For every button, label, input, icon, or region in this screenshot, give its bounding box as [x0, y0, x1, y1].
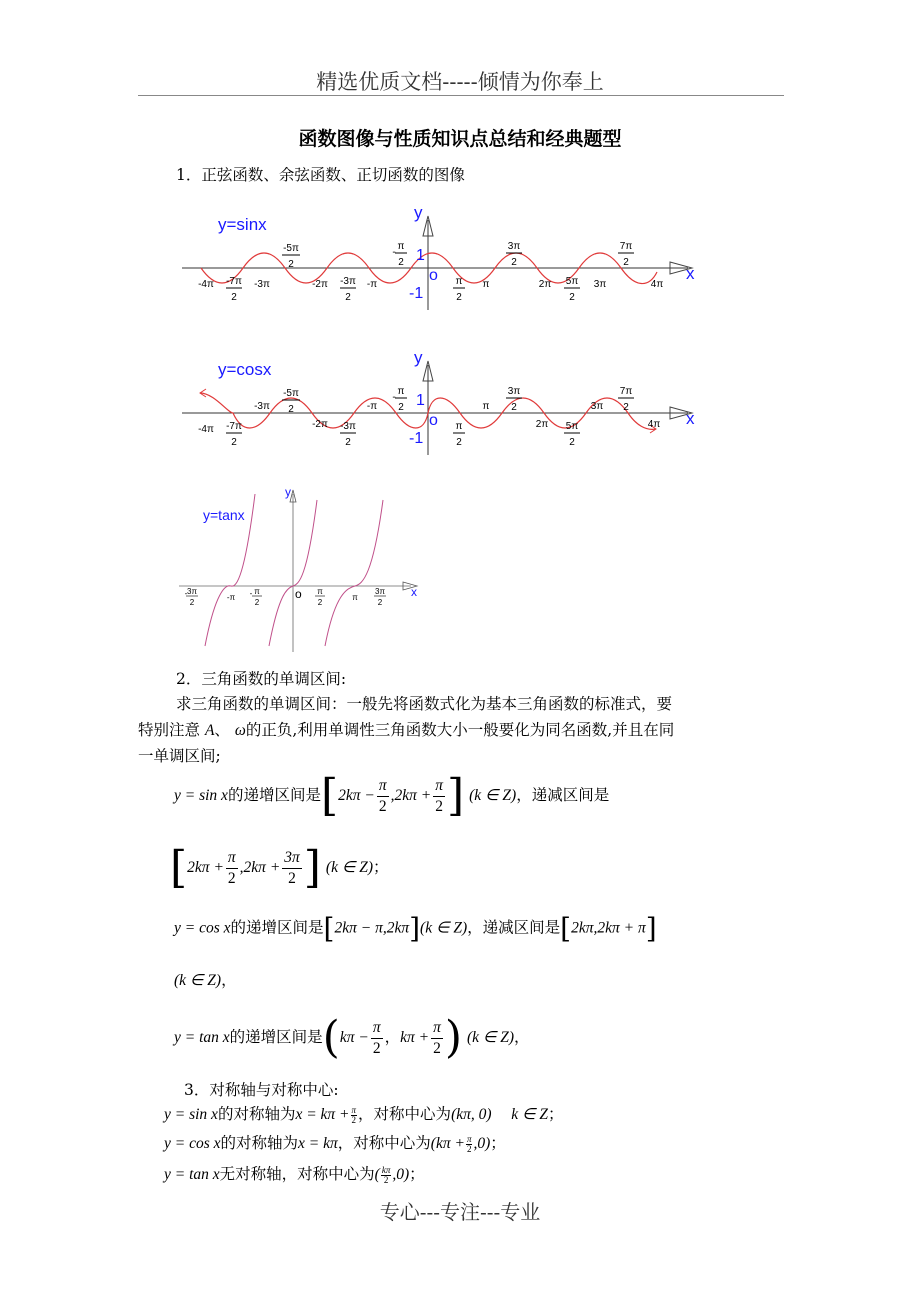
bracket-right: ] — [447, 770, 465, 821]
sin-tick-4pi: 4π — [650, 279, 664, 290]
cos-tick-pi: π — [482, 401, 490, 412]
tan-tick-npi2-d: 2 — [254, 598, 260, 607]
sin-y-label: y — [414, 203, 423, 222]
comma: ， — [221, 971, 237, 989]
sym-cos-center: ，对称中心为 — [337, 1134, 431, 1152]
cos-tick-3pi: 3π — [590, 401, 604, 412]
sin-x-label: x — [686, 264, 695, 283]
tan-tick-negpi: -π — [226, 593, 236, 602]
cos-tick-5pi2: 5π — [565, 421, 579, 432]
tan-tick-3pi2-d: 2 — [377, 598, 383, 607]
sin-tick-npi2-d: 2 — [398, 257, 404, 268]
cos-tick-4pi: 4π — [647, 419, 661, 430]
sin-origin: o — [429, 267, 438, 284]
cos-tick-n5pi-d: 2 — [288, 404, 294, 415]
tan-tick-pi2-d: 2 — [317, 598, 323, 607]
cos-tick-neg3pi: -3π — [254, 401, 270, 412]
sin-tick-pi2: π — [455, 276, 463, 287]
para-2b: 的正负 — [245, 721, 293, 739]
cos-dec-int: 2kπ,2kπ + π — [571, 919, 646, 937]
sym-tan-lead: y = tan x — [164, 1166, 220, 1183]
sym-tan-line — [164, 1162, 425, 1185]
sym-cos-line — [164, 1131, 506, 1154]
cos-tick-7pi2: 7π — [619, 386, 633, 397]
semi: ； — [372, 858, 389, 876]
sin-tick-neg2pi: -2π — [312, 279, 328, 290]
cos-inc-text: 的递增区间是 — [230, 918, 324, 937]
para-2a: 特别注意 — [138, 721, 201, 739]
tan-tick-pi: π — [352, 593, 358, 602]
sin-tick-n7pi: -7π — [226, 276, 242, 287]
frac-num: kπ — [381, 1164, 391, 1175]
cos-tick-n3pi-d: 2 — [345, 437, 351, 448]
page-footer: 专心---专注---专业 — [379, 1200, 541, 1224]
small-frac — [351, 1106, 358, 1125]
sin-dec-a: 2kπ + — [187, 859, 224, 876]
frac-num: π — [466, 1133, 472, 1144]
frac-num: π — [431, 1018, 443, 1039]
frac-num: π — [377, 776, 389, 797]
sin-tick-pi: π — [482, 279, 490, 290]
sin-monotonic-line — [174, 770, 610, 821]
sin-tick-7pi2: 7π — [619, 241, 633, 252]
semi: ； — [490, 1134, 506, 1152]
sin-lead: y = sin x — [174, 787, 228, 804]
sin-inc-text: 的递增区间是 — [227, 786, 321, 804]
section2-para-line1: 求三角函数的单调区间：一般先将函数式化为基本三角函数的标准式，要 — [176, 695, 673, 713]
sin-dec-text: ，递减区间是 — [516, 786, 610, 804]
sym-cos-lead: y = cos x — [164, 1135, 221, 1152]
frac-3pi-2 — [282, 848, 302, 889]
tan-label: y=tanx — [203, 507, 245, 523]
frac-den: 2 — [227, 869, 236, 887]
sin-tick-5pi2-d: 2 — [569, 292, 575, 303]
sin-neg-one: -1 — [409, 285, 424, 302]
cos-y-label: y — [414, 348, 423, 367]
cos-dec-kz-line — [174, 968, 237, 990]
frac-pi-2b — [433, 776, 445, 817]
sym-sin-center-val: (kπ, 0) — [451, 1106, 492, 1123]
cos-tick-3pi2: 3π — [507, 386, 521, 397]
comma: ， — [514, 1028, 530, 1046]
cos-graph — [170, 343, 710, 463]
sin-kz: (k ∈ Z) — [469, 787, 517, 804]
cos-dec-kz: (k ∈ Z) — [174, 972, 222, 989]
cos-lead: y = cos x — [174, 919, 231, 937]
tan-tick-pi2: π — [317, 587, 323, 596]
tan-tick-3pi2: 3π — [375, 587, 385, 596]
sym-tan-center-b: ,0) — [392, 1166, 410, 1183]
sin-tick-n3pi-d: 2 — [345, 292, 351, 303]
section3-heading: 3．对称轴与对称中心: — [184, 1081, 339, 1099]
sin-tick-neg4pi: -4π — [198, 279, 214, 290]
sym-sin-kz: k ∈ Z — [511, 1106, 549, 1123]
para-2d: , — [607, 721, 613, 739]
frac-den: 2 — [433, 1039, 441, 1057]
cos-tick-neg-sign: - — [392, 392, 396, 403]
cos-tick-n3pi: -3π — [340, 421, 356, 432]
sym-sin-axis: 的对称轴为 — [217, 1105, 296, 1123]
frac-den: 2 — [372, 1039, 381, 1057]
frac-den: 2 — [383, 1174, 389, 1185]
sin-tick-3pi: 3π — [593, 279, 607, 290]
cos-tick-neg4pi: -4π — [198, 424, 214, 435]
frac-den: 2 — [351, 1114, 357, 1125]
para-2c: 利用单调性三角函数大小一般要化为同名函数 — [297, 721, 608, 739]
frac-num: 3π — [282, 848, 302, 869]
cos-monotonic-line — [174, 912, 657, 945]
cos-dec-text: ，递减区间是 — [467, 918, 561, 937]
sym-sin-center: ，对称中心为 — [358, 1105, 452, 1123]
cos-label: y=cosx — [218, 360, 272, 379]
frac-pi-2 — [226, 848, 238, 889]
cos-origin: o — [429, 412, 438, 429]
sin-tick-neg-sign: - — [392, 247, 396, 258]
tan-tick-n3pi2-d: 2 — [189, 598, 195, 607]
sym-sin-line — [164, 1102, 564, 1125]
tan-tick-n3pi-sign: - — [184, 589, 188, 598]
tan-monotonic-line — [174, 1012, 530, 1063]
cos-tick-5pi2-d: 2 — [569, 437, 575, 448]
sym-tan-text: 无对称轴，对称中心为 — [219, 1165, 375, 1183]
tan-graph — [175, 484, 425, 654]
tan-x-label: x — [411, 585, 417, 599]
cos-one: 1 — [416, 392, 425, 409]
cos-tick-negpi: -π — [366, 401, 378, 412]
bracket-left: [ — [320, 770, 339, 821]
para-dot: , — [292, 721, 298, 739]
frac-den: 2 — [288, 869, 296, 887]
tan-tick-npi-sign: - — [249, 589, 253, 598]
sin-inc-a: 2kπ − — [338, 787, 375, 804]
bracket-left: [ — [170, 842, 188, 893]
sin-tick-3pi2-d: 2 — [511, 257, 517, 268]
sin-graph — [170, 198, 710, 318]
cos-tick-npi2-d: 2 — [398, 402, 404, 413]
cos-tick-pi2-d: 2 — [456, 437, 462, 448]
paren-right: ) — [444, 1012, 463, 1063]
sin-tick-negpi: -π — [366, 279, 378, 290]
sin-tick-5pi2: 5π — [565, 276, 579, 287]
page-header: 精选优质文档-----倾情为你奉上 — [316, 70, 604, 94]
semi: ； — [548, 1105, 564, 1123]
tan-inc-text: 的递增区间是 — [229, 1028, 323, 1046]
tan-inc-a: kπ − — [339, 1029, 369, 1046]
para-omega: ω — [234, 722, 246, 739]
sin-tick-2pi: 2π — [538, 279, 552, 290]
tan-kz: (k ∈ Z) — [466, 1029, 515, 1046]
cos-tick-2pi: 2π — [535, 419, 549, 430]
sym-tan-center-a: ( — [374, 1166, 380, 1183]
small-frac — [466, 1135, 473, 1154]
cos-tick-n7pi: -7π — [226, 421, 242, 432]
cos-neg-one: -1 — [409, 430, 424, 447]
frac-den: 2 — [435, 797, 443, 815]
section2-para-line2 — [138, 718, 674, 740]
sin-tick-n5pi: -5π — [283, 243, 299, 254]
tan-lead: y = tan x — [174, 1029, 230, 1046]
tan-branch-right — [325, 500, 383, 646]
section2-heading: 2．三角函数的单调区间: — [176, 670, 347, 688]
sin-tick-n5pi-d: 2 — [288, 259, 294, 270]
cos-x-label: x — [686, 409, 695, 428]
sin-label: y=sinx — [218, 215, 267, 234]
sym-sin-lead: y = sin x — [164, 1106, 218, 1123]
sin-one: 1 — [416, 247, 425, 264]
cos-inc-kz: (k ∈ Z) — [420, 919, 468, 937]
cos-tick-pi2: π — [455, 421, 463, 432]
sin-tick-3pi2: 3π — [507, 241, 521, 252]
cos-tick-neg2pi: -2π — [312, 419, 328, 430]
frac-pi-2 — [371, 1018, 383, 1059]
frac-den: 2 — [378, 797, 387, 815]
frac-pi-2b — [431, 1018, 443, 1059]
cos-tick-n7pi-d: 2 — [231, 437, 237, 448]
cos-inc-int: 2kπ − π,2kπ — [334, 919, 410, 937]
sin-inc-b: ,2kπ + — [390, 787, 432, 804]
tan-y-label: y — [285, 485, 291, 499]
sym-sin-axis-eq: x = kπ + — [295, 1106, 350, 1123]
sin-dec-line — [170, 842, 389, 893]
tan-inc-b: kπ + — [400, 1029, 430, 1046]
semi: ； — [409, 1165, 425, 1183]
frac-pi-2 — [377, 776, 389, 817]
header-divider — [138, 95, 784, 96]
cos-tick-n5pi: -5π — [283, 388, 299, 399]
frac-num: π — [433, 776, 445, 797]
tan-origin: o — [295, 587, 302, 601]
bracket-right: ] — [409, 912, 421, 945]
section1-heading: 1．正弦函数、余弦函数、正切函数的图像 — [176, 166, 465, 184]
bracket-right: ] — [303, 842, 321, 893]
small-frac — [381, 1166, 392, 1185]
sin-dec-kz: (k ∈ Z) — [325, 859, 373, 876]
tan-tick-npi2: π — [254, 587, 260, 596]
cos-tick-3pi2-d: 2 — [511, 402, 517, 413]
bracket-left: [ — [560, 912, 572, 945]
doc-title: 函数图像与性质知识点总结和经典题型 — [298, 128, 622, 150]
para-2e: 并且在同 — [612, 721, 675, 739]
frac-num: π — [226, 848, 238, 869]
sin-tick-pi2-d: 2 — [456, 292, 462, 303]
sym-cos-axis-eq: x = kπ — [298, 1135, 338, 1152]
sym-cos-center-b: ,0) — [473, 1135, 491, 1152]
frac-den: 2 — [466, 1143, 472, 1154]
frac-num: π — [351, 1104, 357, 1115]
sin-tick-neg3pi: -3π — [254, 279, 270, 290]
sym-cos-center-a: (kπ + — [430, 1135, 465, 1152]
sin-tick-n3pi: -3π — [340, 276, 356, 287]
frac-num: π — [371, 1018, 383, 1039]
tan-tick-n3pi2: 3π — [187, 587, 197, 596]
sin-tick-n7pi-d: 2 — [231, 292, 237, 303]
bracket-left: [ — [323, 912, 335, 945]
paren-left: ( — [322, 1012, 340, 1063]
cos-tick-npi2: π — [397, 386, 405, 397]
sym-cos-axis: 的对称轴为 — [220, 1134, 299, 1152]
bracket-right: ] — [645, 912, 657, 945]
cos-tick-7pi2-d: 2 — [623, 402, 629, 413]
sin-tick-7pi2-d: 2 — [623, 257, 629, 268]
sin-dec-b: ,2kπ + — [239, 859, 281, 876]
para-A: A — [204, 722, 215, 739]
mid-comma: ， — [384, 1028, 401, 1046]
section2-para-line3: 一单调区间; — [138, 747, 221, 765]
sin-tick-npi2: π — [397, 241, 405, 252]
para-sep: 、 — [214, 721, 230, 739]
